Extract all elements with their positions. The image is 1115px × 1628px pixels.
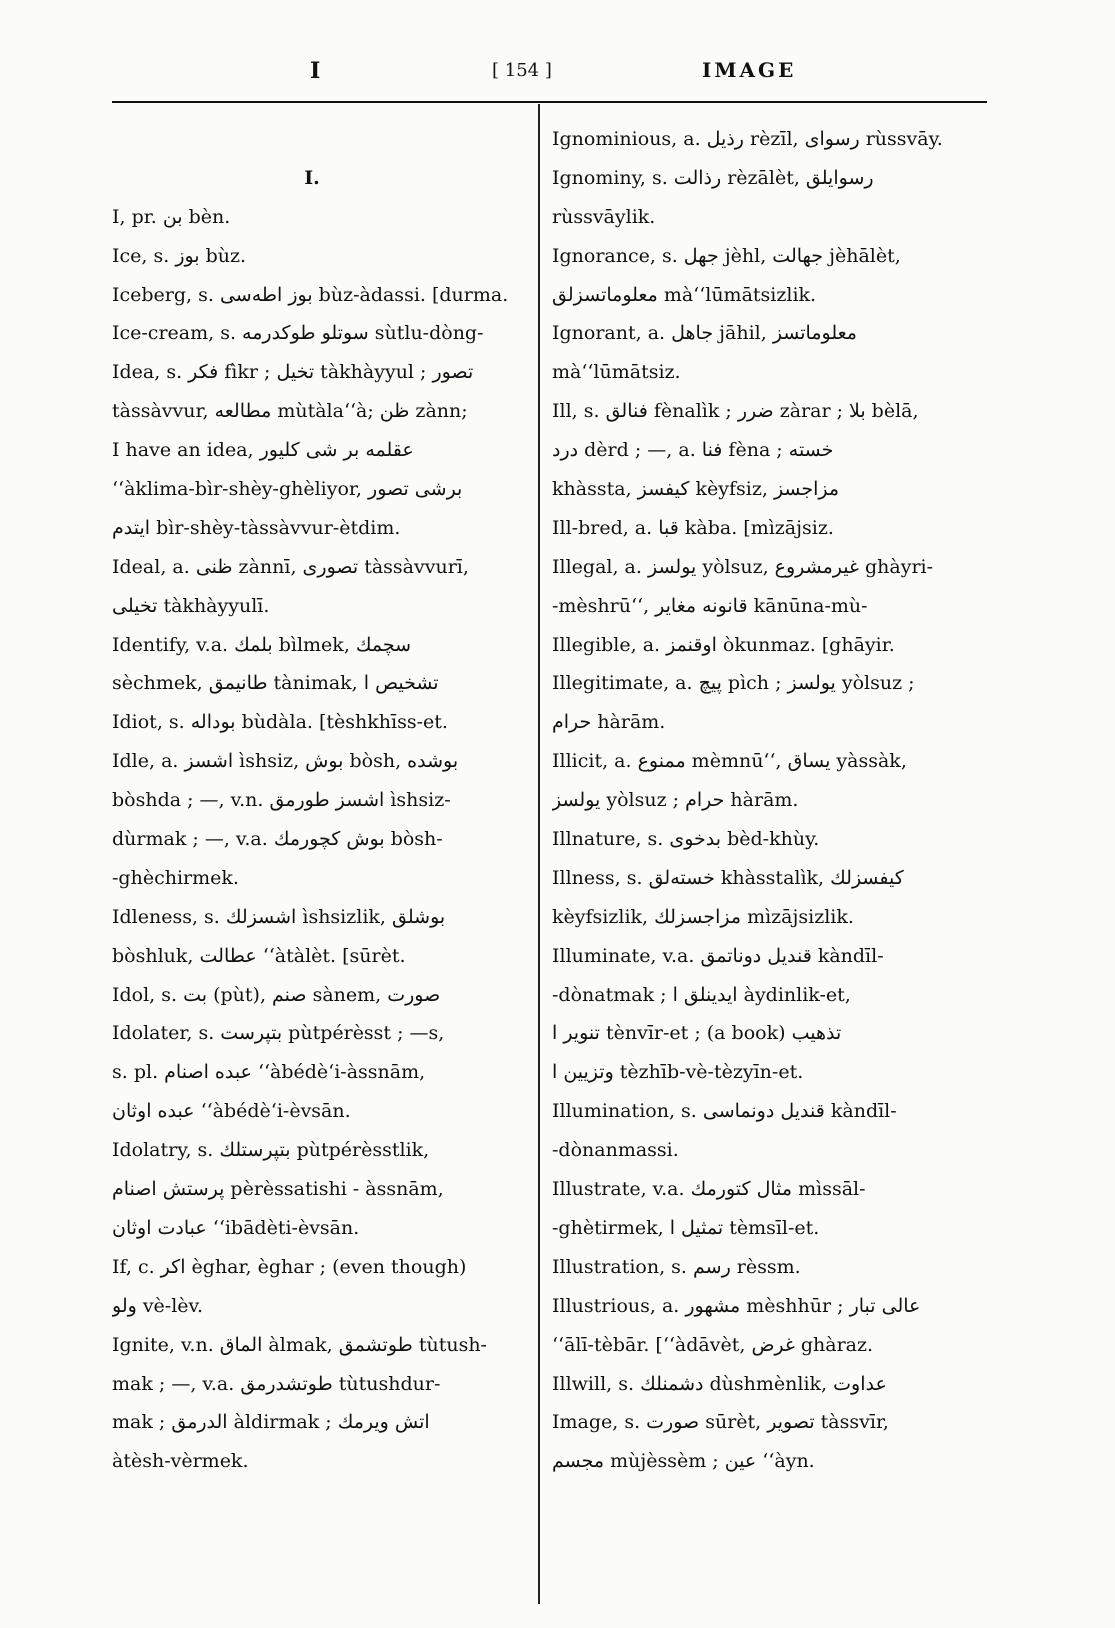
entry-line: Idiot, s. بوداله bùdàla. [tèshkhīss-et. [112, 711, 448, 734]
entry-line: Ice, s. بوز bùz. [112, 244, 247, 267]
entry-line: یولسز yòlsuz ; حرام hàrām. [552, 789, 799, 812]
entry-line: Illegitimate, a. پیچ pìch ; یولسز yòlsuz ; [552, 672, 915, 695]
entry-line: kèyfsizlik, مزاجسزلك mìzājsizlik. [552, 905, 854, 928]
section-heading: I. [304, 166, 320, 189]
entry-line: Identify, v.a. بلمك bìlmek, سچمك [112, 633, 412, 656]
entry-line: Ignominy, s. رذالت rèzālèt, رسوایلق [552, 166, 874, 189]
entry-line: I have an idea, عقلمه بر شی کلیور [112, 439, 414, 462]
entry-line: Illicit, a. ممنوع mèmnū‘‘, یساق yàssàk, [552, 750, 907, 773]
entry-line: Illnature, s. بدخوی bèd-khùy. [552, 828, 820, 851]
entry-line: s. pl. عبده اصنام ‘‘àbédè‘i-àssnām, [112, 1061, 426, 1084]
entry-line: mak ; —, v.a. طوتشدرمق tùtushdur- [112, 1372, 441, 1395]
entry-line: ایتدم bìr-shèy-tàssàvvur-ètdim. [112, 516, 401, 539]
entry-line: Ignite, v.n. الماق àlmak, طوتشمق tùtush- [112, 1333, 487, 1356]
entry-line: Idol, s. بت (pùt), صنم sànem, صورت [112, 983, 441, 1006]
entry-line [112, 120, 522, 159]
entry-line: Ill-bred, a. قبا kàba. [mìzājsiz. [552, 516, 834, 539]
entry-line: àtèsh-vèrmek. [112, 1450, 249, 1473]
entry-line: Ignorant, a. جاهل jāhil, معلوماتسز [552, 322, 857, 345]
page-number: [ 154 ] [492, 60, 552, 81]
right-column [552, 120, 952, 1481]
entry-line: Ignominious, a. رذیل rèzīl, رسوای rùssvāy. [552, 128, 943, 150]
entry-line: -dònanmassi. [552, 1139, 679, 1162]
entry-line: وتزیین ا tèzhīb-vè-tèzyīn-et. [552, 1061, 804, 1084]
entry-line: Image, s. صورت sūrèt, تصویر tàssvīr, [552, 1411, 889, 1434]
entry-line: dùrmak ; —, v.a. بوش کچورمك bòsh- [112, 828, 443, 851]
entry-line: Illuminate, v.a. قندیل دوناتمق kàndīl- [552, 944, 884, 967]
entry-line: Idolatry, s. بتپرستلك pùtpérèsstlik, [112, 1139, 430, 1162]
entry-line: حرام hàrām. [552, 711, 666, 734]
entry-line: tàssàvvur, مطالعه mùtàla‘‘à; ظن zànn; [112, 400, 468, 423]
entry-line: Illustrate, v.a. مثال کتورمك mìssāl- [552, 1178, 866, 1201]
entry-line: درد dèrd ; —, a. فنا fèna ; خسته [552, 439, 834, 462]
entry-line: Ideal, a. ظنی zànnī, تصوری tàssàvvurī, [112, 555, 469, 578]
entry-line: Idleness, s. اشسزلك ìshsizlik, بوشلق [112, 905, 446, 928]
column-divider [538, 104, 540, 1604]
entry-line: Idolater, s. بتپرست pùtpérèsst ; —s, [112, 1022, 445, 1045]
entry-line: -ghèchirmek. [112, 866, 239, 889]
entry-line: Illegible, a. اوقنمز òkunmaz. [ghāyir. [552, 633, 895, 656]
entry-line: Ill, s. فنالق fènalìk ; ضرر zàrar ; بلا bèlā, [552, 400, 919, 423]
header-letter: I [310, 58, 321, 84]
entry-line: عبادت اوثان ‘‘ibādèti-èvsān. [112, 1216, 360, 1239]
entry-line: ‘‘ālī-tèbār. [‘‘àdāvèt, غرض ghàraz. [552, 1333, 874, 1356]
entry-line: I, pr. بن bèn. [112, 205, 231, 228]
entry-line: -mèshrū‘‘, قانونه مغایر kānūna-mù- [552, 594, 868, 617]
entry-line: پرستش اصنام pèrèssatishi - àssnām, [112, 1178, 444, 1201]
entry-line: Idea, s. فکر fìkr ; تخیل tàkhàyyul ; تصور [112, 361, 474, 384]
entry-line: If, c. اکر èghar, èghar ; (even though) [112, 1255, 467, 1278]
entry-line: -dònatmak ; ایدینلق ا àydinlik-et, [552, 983, 851, 1006]
entry-line: ولو vè-lèv. [112, 1294, 204, 1317]
entry-line: معلوماتسزلق mà‘‘lūmātsizlik. [552, 283, 817, 306]
entry-line: rùssvāylik. [552, 205, 656, 228]
entry-line: Illness, s. خسته‌لق khàsstalìk, کیفسزلك [552, 866, 904, 889]
entry-line: Illumination, s. قندیل دونماسی kàndīl- [552, 1100, 897, 1123]
entry-line: Ice-cream, s. سوتلو طوکدرمه sùtlu-dòng- [112, 322, 484, 345]
entry-line: mak ; الدرمق àldirmak ; اتش ویرمك [112, 1411, 430, 1434]
entry-line: bòshda ; —, v.n. اشسز طورمق ìshsiz- [112, 789, 451, 812]
entry-line: Illustrious, a. مشهور mèshhūr ; عالی تبار [552, 1294, 921, 1317]
entry-line: عبده اوثان ‘‘àbédè‘i-èvsān. [112, 1100, 351, 1123]
entry-line: Ignorance, s. جهل jèhl, جهالت jèhālèt, [552, 244, 901, 267]
entry-line: mà‘‘lūmātsiz. [552, 361, 681, 384]
entry-line: ‘‘àklima-bìr-shèy-ghèliyor, برشی تصور [112, 478, 463, 501]
entry-line: Iceberg, s. بوز اطه‌سی bùz-àdassi. [durma. [112, 283, 509, 306]
entry-line: bòshluk, عطالت ‘‘àtàlèt. [sūrèt. [112, 944, 406, 967]
entry-line: Illustration, s. رسم rèssm. [552, 1255, 801, 1278]
entry-line: تنویر ا tènvīr-et ; (a book) تذهیب [552, 1022, 842, 1045]
header-rule [112, 101, 987, 103]
entry-line: تخیلی tàkhàyyulī. [112, 594, 270, 617]
entry-line: Idle, a. اشسز ìshsiz, بوش bòsh, بوشده [112, 750, 459, 773]
entry-line: sèchmek, طانیمق tànimak, تشخیص ا [112, 672, 439, 695]
entry-line: -ghètirmek, تمثیل ا tèmsīl-et. [552, 1216, 820, 1239]
left-column [112, 120, 522, 1481]
guide-word: IMAGE [702, 58, 797, 82]
entry-line: khàssta, کیفسز kèyfsiz, مزاجسز [552, 478, 840, 501]
entry-line: مجسم mùjèssèm ; عین ‘‘àyn. [552, 1450, 815, 1473]
entry-line: Illegal, a. یولسز yòlsuz, غیرمشروع ghàyri- [552, 555, 934, 578]
page-header [112, 58, 988, 98]
entry-line: Illwill, s. دشمنلك dùshmènlik, عداوت [552, 1372, 887, 1395]
